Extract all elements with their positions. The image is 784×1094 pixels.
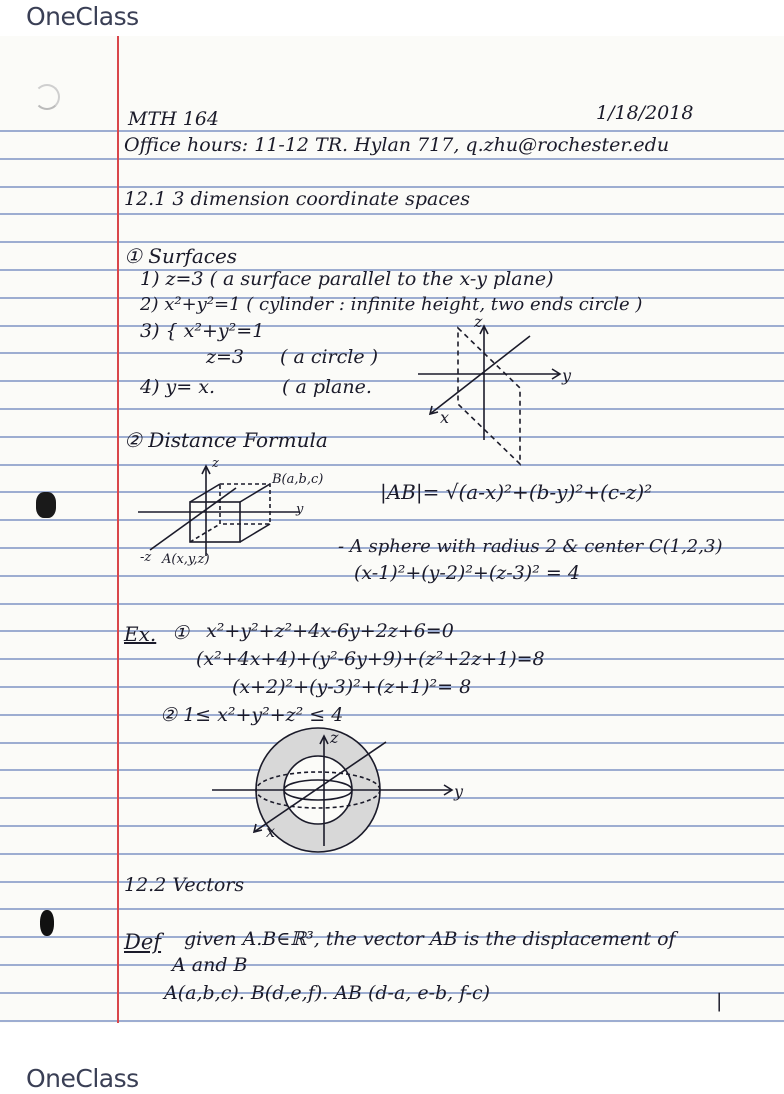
office-hours: Office hours: 11-12 TR. Hylan 717, q.zhu@rochester.edu [124, 134, 670, 156]
distance-formula: |AB|= √(a-x)²+(b-y)²+(c-z)² [380, 480, 653, 504]
section-12-2-title: 12.2 Vectors [124, 874, 245, 896]
shell-diagram [0, 36, 784, 1023]
fig3-x-label: x [266, 822, 276, 841]
example-2: ② 1≤ x²+y²+z² ≤ 4 [160, 704, 344, 726]
example-1-line-3: (x+2)²+(y-3)²+(z+1)²= 8 [232, 676, 472, 698]
surface-1: 1) z=3 ( a surface parallel to the x-y plane) [140, 268, 554, 290]
surface-3-eq: 3) { x²+y²=1 [140, 320, 265, 342]
fig3-y-label: y [454, 782, 464, 801]
distance-heading: ② Distance Formula [124, 428, 328, 452]
sphere-note: - A sphere with radius 2 & center C(1,2,3) [338, 536, 723, 557]
oneclass-logo-top [26, 2, 139, 31]
surfaces-heading: ① Surfaces [124, 244, 238, 268]
example-1-line-1: x²+y²+z²+4x-6y+2z+6=0 [206, 620, 454, 642]
section-12-1-title: 12.1 3 dimension coordinate spaces [124, 188, 470, 210]
definition-line-2: A and B [172, 954, 248, 976]
brand-text: OneClass [26, 1064, 139, 1093]
fig1-x-label: x [440, 408, 450, 427]
fig1-z-label: z [474, 312, 483, 331]
fig2-a-label: A(x,y,z) [162, 552, 210, 567]
course-code: MTH 164 [128, 108, 220, 130]
date: 1/18/2018 [596, 102, 694, 124]
fig2-y-label: y [296, 502, 304, 517]
example-1-line-2: (x²+4x+4)+(y²-6y+9)+(z²+2z+1)=8 [196, 648, 545, 670]
page-mark: | [716, 990, 723, 1012]
oneclass-logo-bottom [26, 1064, 139, 1093]
surface-4-eq: 4) y= x. [140, 376, 215, 398]
definition-line-3: A(a,b,c). B(d,e,f). AB (d-a, e-b, f-c) [164, 982, 491, 1004]
surface-3-z: z=3 [206, 346, 245, 368]
fig3-z-label: z [330, 728, 339, 747]
brand-text: OneClass [26, 2, 139, 31]
surface-2: 2) x²+y²=1 ( cylinder : infinite height, two ends circle ) [140, 294, 643, 315]
fig2-z-label: z [212, 456, 219, 471]
fig2-neg-z-label: -z [140, 550, 152, 565]
fig1-y-label: y [562, 366, 572, 385]
example-1-number: ① [172, 622, 190, 644]
definition-line-1: given A.B∈ℝ³, the vector AB is the displacement of [184, 928, 676, 950]
notebook-page [0, 36, 784, 1023]
example-label: Ex. [124, 622, 157, 646]
definition-label: Def [124, 930, 162, 954]
sphere-equation: (x-1)²+(y-2)²+(z-3)² = 4 [354, 562, 580, 584]
surface-3-caption: ( a circle ) [280, 346, 379, 368]
surface-4-caption: ( a plane. [282, 376, 372, 398]
fig2-b-label: B(a,b,c) [272, 472, 324, 487]
